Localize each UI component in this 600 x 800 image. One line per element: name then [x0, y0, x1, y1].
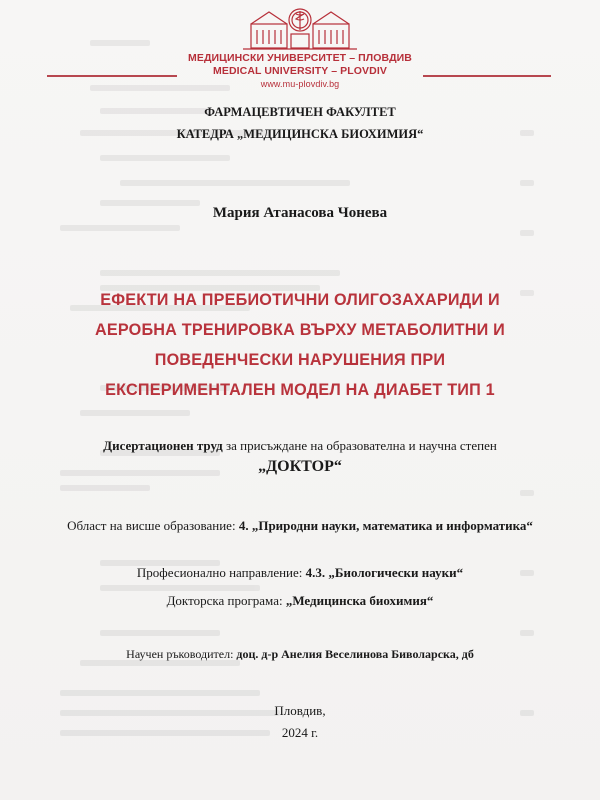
department-name: КАТЕДРА „МЕДИЦИНСКА БИОХИМИЯ“ — [176, 127, 424, 141]
title-line: АЕРОБНА ТРЕНИРОВКА ВЪРХУ МЕТАБОЛИТНИ И — [94, 321, 506, 339]
professional-direction — [0, 565, 600, 581]
university-name-bg: МЕДИЦИНСКИ УНИВЕРСИТЕТ – ПЛОВДИВ — [188, 52, 412, 64]
program-value: „Медицинска биохимия“ — [285, 593, 434, 608]
field-of-education — [60, 515, 540, 536]
supervisor-value: доц. д-р Анелия Веселинова Биволарска, дб — [236, 647, 474, 661]
city: Пловдив, — [274, 703, 326, 718]
university-header — [174, 52, 426, 90]
author-name: Мария Атанасова Чонева — [212, 205, 388, 221]
university-crest-icon — [237, 4, 363, 52]
title-line: ЕФЕКТИ НА ПРЕБИОТИЧНИ ОЛИГОЗАХАРИДИ И — [100, 291, 500, 309]
university-url: www.mu-plovdiv.bg — [260, 79, 340, 89]
faculty-name: ФАРМАЦЕВТИЧЕН ФАКУЛТЕТ — [204, 105, 396, 119]
dissertation-text: за присъждане на образователна и научна степен — [222, 438, 497, 453]
bleed-through-background — [60, 30, 560, 790]
program-label: Докторска програма: — [166, 593, 286, 608]
professional-label: Професионално направление: — [136, 565, 306, 580]
title-line: ПОВЕДЕНЧЕСКИ НАРУШЕНИЯ ПРИ — [154, 351, 446, 369]
dissertation-statement — [0, 438, 600, 454]
university-name-en: MEDICAL UNIVERSITY – PLOVDIV — [213, 65, 387, 77]
field-label: Област на висше образование: — [67, 518, 239, 533]
dissertation-title — [30, 285, 570, 405]
year: 2024 г. — [281, 725, 319, 740]
professional-value: 4.3. „Биологически науки“ — [305, 565, 464, 580]
scientific-supervisor — [0, 647, 600, 662]
dissertation-label: Дисертационен труд — [103, 438, 223, 453]
supervisor-label: Научен ръководител: — [126, 647, 237, 661]
header-rule-right — [423, 75, 551, 77]
header-rule-left — [47, 75, 177, 77]
degree-name: „ДОКТОР“ — [258, 458, 342, 475]
title-line: ЕКСПЕРИМЕНТАЛЕН МОДЕЛ НА ДИАБЕТ ТИП 1 — [105, 381, 495, 399]
field-value: 4. „Природни науки, математика и информатика“ — [238, 518, 533, 533]
doctoral-program — [0, 593, 600, 609]
